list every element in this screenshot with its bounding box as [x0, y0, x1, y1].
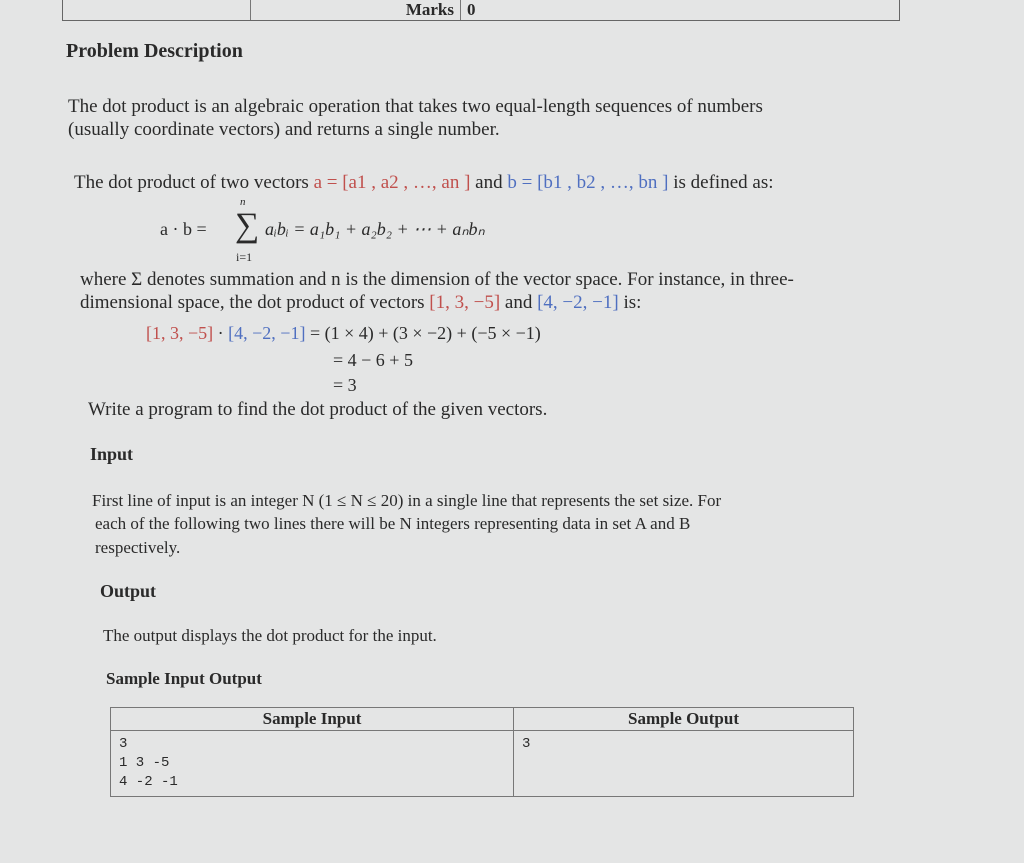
marks-label: Marks [251, 0, 461, 20]
def-suffix: is defined as: [668, 172, 774, 193]
ex-vec1: [1, 3, −5] [146, 323, 214, 343]
definition-line [74, 171, 774, 194]
input-line2: each of the following two lines there will be N integers representing data in set A and B [95, 514, 691, 533]
marks-table [62, 0, 900, 21]
intro-line1: The dot product is an algebraic operation that takes two equal-length sequences of numbers [68, 96, 763, 117]
sample-heading: Sample Input Output [106, 669, 262, 688]
input-line3: respectively. [95, 538, 181, 557]
output-text: The output displays the dot product for the input. [103, 626, 437, 645]
sum-symbol: ∑ [235, 207, 260, 244]
and-text: and [500, 292, 538, 313]
input-line: 3 [119, 736, 128, 752]
example-line1 [146, 323, 541, 344]
problem-heading: Problem Description [66, 40, 243, 62]
formula-lhs: a · b = [160, 219, 207, 239]
input-heading: Input [90, 444, 134, 464]
input-line1: First line of input is an integer N (1 ≤ N ≤ 20) in a single line that represents the set size. For [92, 491, 722, 510]
def-prefix: The dot product of two vectors [74, 172, 314, 193]
output-heading: Output [100, 581, 157, 601]
ex-dot: · [213, 323, 229, 343]
sample-output-cell [514, 731, 854, 797]
def-and: and [470, 172, 508, 193]
sample-input-header: Sample Input [111, 708, 514, 731]
sample-table [110, 707, 854, 797]
sample-output-header: Sample Output [514, 708, 854, 731]
example-vec1: [1, 3, −5] [429, 292, 501, 313]
sum-top: n [240, 196, 246, 208]
where-line1: where Σ denotes summation and n is the dimension of the vector space. For instance, in three- [80, 269, 794, 290]
sample-input-cell [111, 731, 514, 797]
ex-expansion: = (1 × 4) + (3 × −2) + (−5 × −1) [305, 323, 541, 343]
output-line: 3 [522, 736, 531, 752]
formula-rhs: aᵢbᵢ = a₁b₁ + a₂b₂ + ⋯ + aₙbₙ [265, 219, 485, 239]
sum-bottom: i=1 [236, 250, 253, 264]
example-line2: = 4 − 6 + 5 [333, 350, 413, 370]
input-line: 4 -2 -1 [119, 774, 178, 790]
where-line2 [80, 291, 641, 314]
ex-vec2: [4, −2, −1] [228, 323, 306, 343]
vector-a: a = [a1 , a2 , …, an ] [313, 172, 471, 193]
marks-value: 0 [467, 0, 476, 19]
is-text: is: [618, 292, 642, 313]
input-line: 1 3 -5 [119, 755, 170, 771]
marks-cell-empty [63, 0, 251, 20]
task-text: Write a program to find the dot product of the given vectors. [88, 399, 548, 420]
example-line3: = 3 [333, 375, 357, 395]
intro-line2: (usually coordinate vectors) and returns a single number. [68, 119, 500, 140]
example-vec2: [4, −2, −1] [537, 292, 619, 313]
where-prefix: dimensional space, the dot product of vectors [80, 292, 430, 313]
vector-b: b = [b1 , b2 , …, bn ] [507, 172, 669, 193]
